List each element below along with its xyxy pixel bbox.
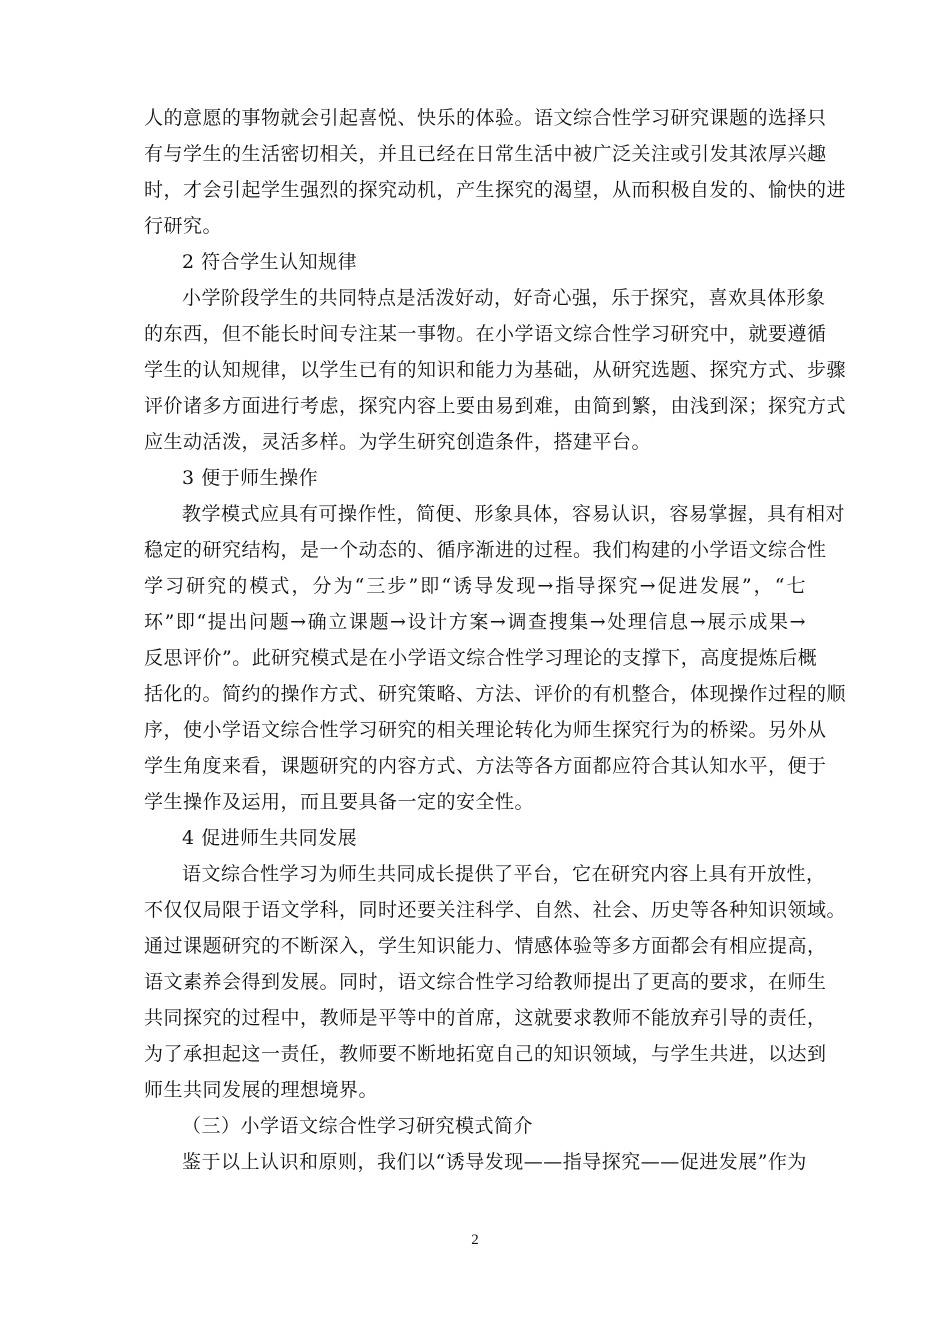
paragraph-line: 学生操作及运用，而且要具备一定的安全性。 [144, 791, 535, 813]
paragraph-line: 学生的认知规律，以学生已有的知识和能力为基础，从研究选题、探究方式、步骤 [144, 359, 847, 381]
paragraph-line: 鉴于以上认识和原则，我们以“诱导发现——指导探究——促进发展”作为 [182, 1151, 807, 1173]
paragraph-line: 环”即“提出问题→确立课题→设计方案→调查搜集→处理信息→展示成果→ [144, 611, 806, 633]
paragraph-line: 语文综合性学习为师生共同成长提供了平台，它在研究内容上具有开放性， [182, 863, 826, 885]
paragraph-line: 的东西，但不能长时间专注某一事物。在小学语文综合性学习研究中，就要遵循 [144, 323, 827, 345]
paragraph-line: 应生动活泼，灵活多样。为学生研究创造条件，搭建平台。 [144, 431, 652, 453]
document-body [144, 100, 847, 1180]
paragraph-line: 语文素养会得到发展。同时，语文综合性学习给教师提出了更高的要求，在师生 [144, 971, 827, 993]
paragraph-line: 不仅仅局限于语文学科，同时还要关注科学、自然、社会、历史等各种知识领域。 [144, 899, 847, 921]
paragraph-line: 通过课题研究的不断深入，学生知识能力、情感体验等多方面都会有相应提高， [144, 935, 827, 957]
paragraph-line: 评价诸多方面进行考虑，探究内容上要由易到难，由简到繁，由浅到深；探究方式 [144, 395, 847, 417]
paragraph-line: 行研究。 [144, 215, 223, 237]
section-heading: 2 符合学生认知规律 [182, 251, 358, 273]
paragraph-line: 学习研究的模式，分为“三步”即“诱导发现→指导探究→促进发展”，“七 [144, 575, 806, 597]
paragraph-line: 反思评价”。此研究模式是在小学语文综合性学习理论的支撑下，高度提炼后概 [144, 647, 818, 669]
paragraph-line: 人的意愿的事物就会引起喜悦、快乐的体验。语文综合性学习研究课题的选择只 [144, 107, 827, 129]
paragraph-line: 师生共同发展的理想境界。 [144, 1079, 379, 1101]
section-heading: （三）小学语文综合性学习研究模式简介 [182, 1115, 534, 1137]
paragraph-line: 小学阶段学生的共同特点是活泼好动，好奇心强，乐于探究，喜欢具体形象 [182, 287, 826, 309]
page-number: 2 [471, 1232, 479, 1248]
section-heading: 3 便于师生操作 [182, 467, 319, 489]
paragraph-line: 教学模式应具有可操作性，简便、形象具体，容易认识，容易掌握，具有相对 [182, 503, 846, 525]
paragraph-line: 共同探究的过程中，教师是平等中的首席，这就要求教师不能放弃引导的责任， [144, 1007, 827, 1029]
paragraph-line: 时，才会引起学生强烈的探究动机，产生探究的渴望，从而积极自发的、愉快的进 [144, 179, 847, 201]
section-heading: 4 促进师生共同发展 [182, 827, 358, 849]
paragraph-line: 有与学生的生活密切相关，并且已经在日常生活中被广泛关注或引发其浓厚兴趣 [144, 143, 827, 165]
paragraph-line: 括化的。简约的操作方式、研究策略、方法、评价的有机整合，体现操作过程的顺 [144, 683, 847, 705]
paragraph-line: 序，使小学语文综合性学习研究的相关理论转化为师生探究行为的桥梁。另外从 [144, 719, 827, 741]
paragraph-line: 学生角度来看，课题研究的内容方式、方法等各方面都应符合其认知水平，便于 [144, 755, 827, 777]
paragraph-line: 为了承担起这一责任，教师要不断地拓宽自己的知识领域，与学生共进，以达到 [144, 1043, 827, 1065]
paragraph-line: 稳定的研究结构，是一个动态的、循序渐进的过程。我们构建的小学语文综合性 [144, 539, 827, 561]
